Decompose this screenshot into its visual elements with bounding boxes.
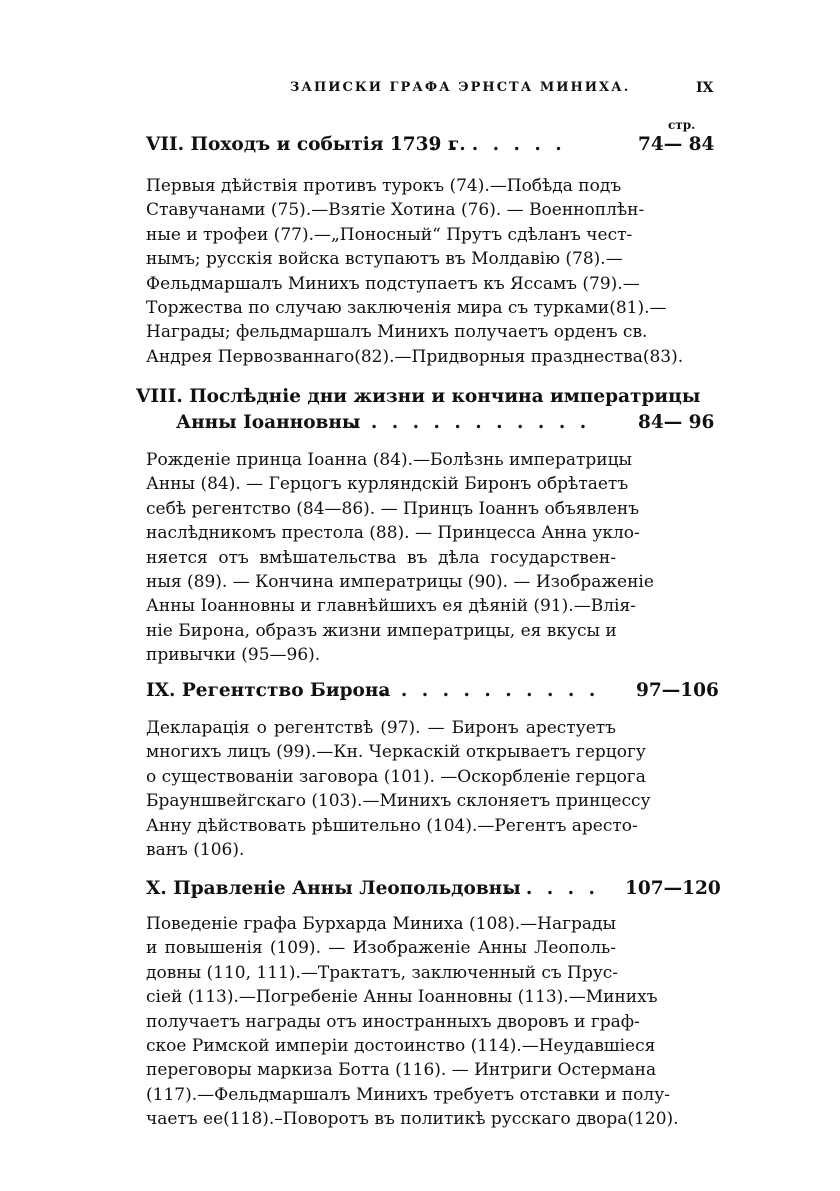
chapter-viii-summary <box>146 448 654 668</box>
summary-line: нымъ; русскія войска вступаютъ въ Молдавію (78).— <box>146 249 623 270</box>
summary-line: ныя (89). — Кончина императрицы (90). — Изображеніе <box>146 571 654 592</box>
summary-line: ское Римской имперіи достоинство (114).—Неудавшіеся <box>146 1035 656 1056</box>
chapter-pages: 107—120 <box>625 878 721 899</box>
pages-column-label: стр. <box>668 118 696 132</box>
dot-leader: . . . . . . . . . . . <box>380 680 600 701</box>
chapter-vii-heading <box>0 134 840 164</box>
page-number: IX <box>696 80 714 96</box>
summary-line: Анны (84). — Герцогъ курляндскій Биронъ обрѣтаетъ <box>146 474 629 495</box>
summary-line: Поведеніе графа Бурхарда Миниха (108).—Награды <box>146 914 616 934</box>
dot-leader: . . . . . <box>505 878 599 899</box>
chapter-pages: 74— 84 <box>638 134 715 155</box>
summary-line: Анны Іоанновны и главнѣйшихъ ея дѣяній (91).—Влія- <box>146 596 636 617</box>
chapter-viii-heading-line2 <box>0 412 840 442</box>
summary-line: няется отъ вмѣшательства въ дѣла государствен- <box>146 547 616 568</box>
summary-line: ніе Бирона, образъ жизни императрицы, ея вкусы и <box>146 620 617 641</box>
summary-line: получаетъ награды отъ иностранныхъ дворовъ и граф- <box>146 1011 640 1032</box>
chapter-title: X. Правленіе Анны Леопольдовны <box>146 878 521 899</box>
chapter-ix-heading <box>0 680 840 710</box>
running-header <box>0 80 840 102</box>
summary-line: Андрея Первозваннаго(82).—Придворныя празднества(83). <box>146 346 684 367</box>
summary-line: Декларація о регентствѣ (97). — Биронъ арестуетъ <box>146 718 616 738</box>
summary-line: Торжества по случаю заключенія мира съ турками(81).— <box>146 297 667 318</box>
chapter-title: VIII. Послѣдніе дни жизни и кончина императрицы <box>136 386 701 407</box>
summary-line: довны (110, 111).—Трактатъ, заключенный съ Прус- <box>146 962 619 983</box>
summary-line: многихъ лицъ (99).—Кн. Черкаскій открываетъ герцогу <box>146 742 646 763</box>
summary-line: себѣ регентство (84—86). — Принцъ Іоаннъ объявленъ <box>146 498 640 519</box>
dot-leader: . . . . . . . <box>430 134 566 155</box>
chapter-vii-summary <box>146 174 684 369</box>
summary-line: привычки (95—96). <box>146 645 321 666</box>
summary-line: сіей (113).—Погребеніе Анны Іоанновны (113).—Минихъ <box>146 987 658 1008</box>
summary-line: переговоры маркиза Ботта (116). — Интриги Остермана <box>146 1060 657 1081</box>
chapter-ix-summary <box>146 716 651 862</box>
summary-line: (117).—Фельдмаршалъ Минихъ требуетъ отставки и полу- <box>146 1084 670 1105</box>
summary-line: наслѣдникомъ престола (88). — Принцесса Анна укло- <box>146 523 640 544</box>
summary-line: Награды; фельдмаршалъ Минихъ получаетъ орденъ св. <box>146 322 648 343</box>
summary-line: Рожденіе принца Іоанна (84).—Болѣзнь императрицы <box>146 450 633 470</box>
chapter-pages: 97—106 <box>636 680 719 701</box>
summary-line: Фельдмаршалъ Минихъ подступаетъ къ Яссамъ (79).— <box>146 273 640 294</box>
chapter-x-summary <box>146 912 679 1132</box>
summary-line: Ставучанами (75).—Взятіе Хотина (76). — Военноплѣн- <box>146 200 645 221</box>
running-title: ЗАПИСКИ ГРАФА ЭРНСТА МИНИХА. <box>290 80 631 95</box>
chapter-title-continued: Анны Іоанновны <box>176 412 361 433</box>
chapter-title: IX. Регентство Бирона <box>146 680 391 701</box>
summary-line: о существованіи заговора (101). —Оскорбленіе герцога <box>146 766 646 787</box>
dot-leader: . . . . . . . . . . . . <box>350 412 591 433</box>
chapter-title: VII. Походъ и событія 1739 г. <box>146 134 466 155</box>
chapter-x-heading <box>0 878 840 908</box>
summary-line: ные и трофеи (77).—„Поносный“ Прутъ сдѣланъ чест- <box>146 224 633 245</box>
summary-line: Первыя дѣйствія противъ турокъ (74).—Побѣда подъ <box>146 176 622 196</box>
summary-line: чаетъ ее(118).–Поворотъ въ политикѣ русскаго двора(120). <box>146 1109 679 1130</box>
summary-line: ванъ (106). <box>146 839 245 860</box>
summary-line: Брауншвейгскаго (103).—Минихъ склоняетъ принцессу <box>146 791 651 812</box>
summary-line: и повышенія (109). — Изображеніе Анны Леополь- <box>146 938 616 959</box>
chapter-pages: 84— 96 <box>638 412 715 433</box>
summary-line: Анну дѣйствовать рѣшительно (104).—Регентъ аресто- <box>146 815 638 836</box>
